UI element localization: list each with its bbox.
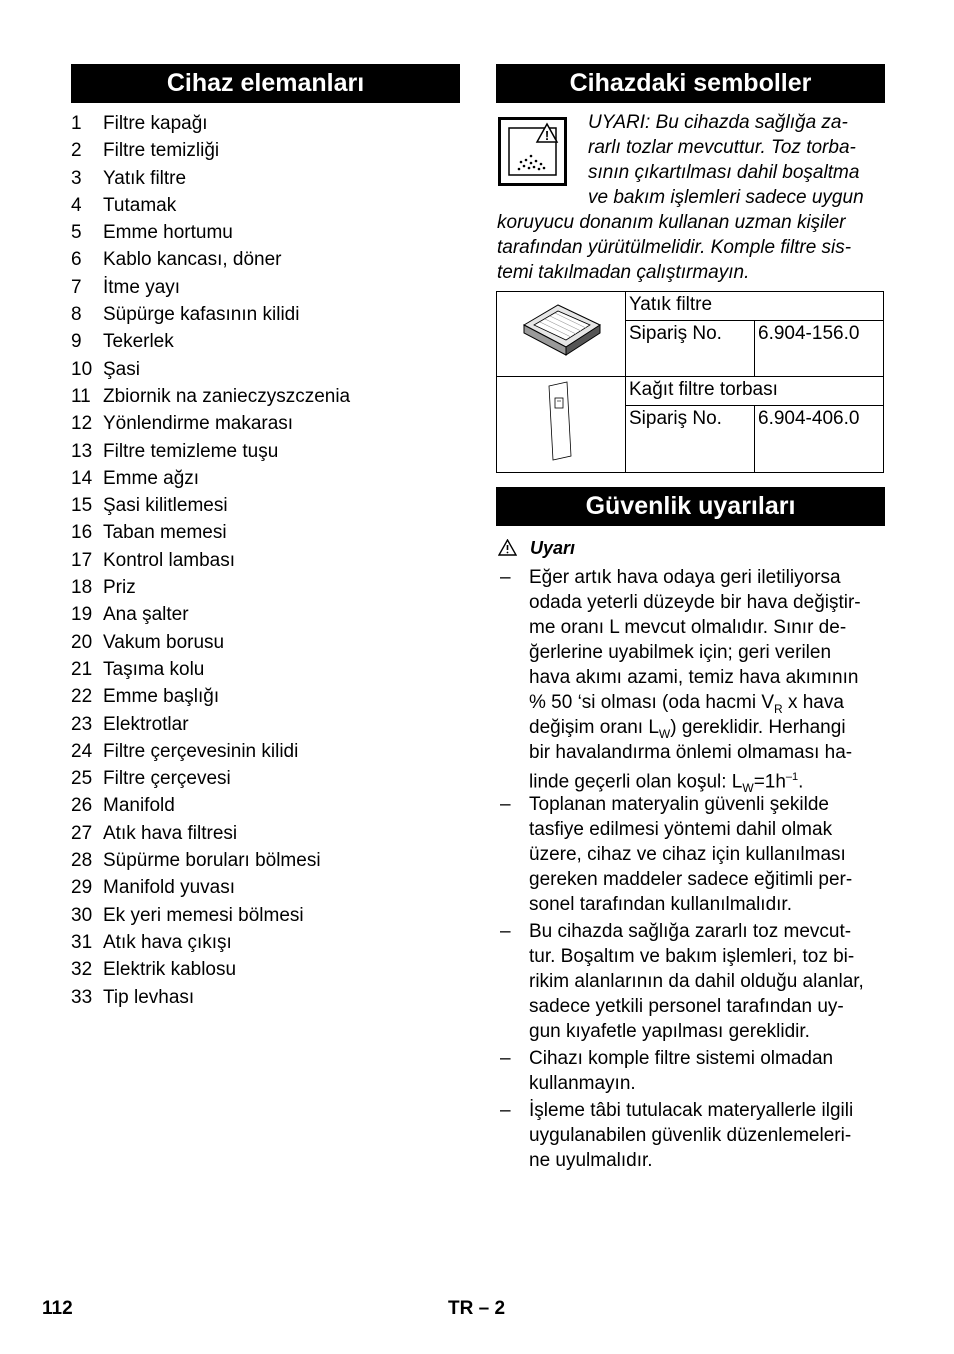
bullet-line: bir havalandırma önlemi olmaması ha- (529, 742, 853, 763)
parts-list-item (71, 956, 471, 983)
bullet-line: odada yeterli düzeyde bir hava değiştir- (529, 592, 861, 613)
parts-list-number: 18 (71, 577, 93, 599)
section-header-safety: Güvenlik uyarıları (496, 487, 885, 526)
parts-list-number: 6 (71, 249, 82, 271)
parts-list-label: Süpürme boruları bölmesi (103, 850, 321, 872)
parts-list-label: Tekerlek (103, 331, 174, 353)
bullet-4 (500, 1046, 889, 1096)
order-number: 6.904-406.0 (755, 406, 884, 473)
parts-list-number: 4 (71, 194, 82, 216)
parts-list-item (71, 601, 471, 628)
parts-list-item (71, 847, 471, 874)
parts-list-label: Priz (103, 577, 136, 599)
bullet-line: Toplanan materyalin güvenli şekilde (529, 794, 829, 815)
bullet-line: sadece yetkili personel tarafından uy- (529, 996, 844, 1017)
bullet-line: Cihazı komple filtre sistemi olmadan (529, 1048, 834, 1069)
parts-list-number: 32 (71, 959, 93, 981)
accessories-table (496, 291, 884, 473)
accessory-name: Yatık filtre (626, 292, 884, 321)
parts-list-number: 16 (71, 522, 93, 544)
parts-list-item (71, 984, 471, 1011)
parts-list-label: Yönlendirme makarası (103, 413, 294, 435)
parts-list-number: 19 (71, 604, 93, 626)
order-label: Sipariş No. (626, 406, 755, 473)
parts-list-number: 28 (71, 850, 93, 872)
parts-list-item (71, 656, 471, 683)
parts-list-number: 8 (71, 304, 82, 326)
parts-list-item (71, 711, 471, 738)
parts-list-item (71, 547, 471, 574)
parts-list-number: 13 (71, 440, 93, 462)
parts-list-label: Emme başlığı (103, 686, 220, 708)
parts-list-label: İtme yayı (103, 276, 181, 298)
parts-list-number: 2 (71, 140, 82, 162)
parts-list-item (71, 438, 471, 465)
parts-list-item (71, 874, 471, 901)
warning-label-text: Uyarı (530, 538, 576, 558)
parts-list-number: 23 (71, 713, 93, 735)
parts-list-number: 9 (71, 331, 82, 353)
safety-bullets (500, 565, 889, 1173)
bullet-line: hava akımı azami, temiz hava akımının (529, 667, 859, 688)
section-header-device-symbols: Cihazdaki semboller (496, 64, 885, 103)
parts-list-number: 27 (71, 822, 93, 844)
parts-list-number: 17 (71, 549, 93, 571)
parts-list-number: 24 (71, 740, 93, 762)
parts-list-item (71, 765, 471, 792)
parts-list-item (71, 110, 471, 137)
parts-list-item (71, 219, 471, 246)
parts-list-number: 3 (71, 167, 82, 189)
parts-list-label: Ek yeri memesi bölmesi (103, 904, 304, 926)
page-language-code: TR – 2 (448, 1298, 506, 1319)
parts-list-item (71, 929, 471, 956)
parts-list-label: Elektrik kablosu (103, 959, 237, 981)
parts-list-item (71, 301, 471, 328)
bullet-line: gun kıyafetle yapılması gereklidir. (529, 1021, 810, 1042)
bullet-line: değişim oranı $L_W$) gereklidir. Herhangi (529, 717, 846, 741)
parts-list-item (71, 137, 471, 164)
parts-list-label: Filtre temizleme tuşu (103, 440, 279, 462)
parts-list-label: Emme hortumu (103, 222, 233, 244)
bullet-line: Eğer artık hava odaya geri iletiliyorsa (529, 567, 841, 588)
parts-list-number: 7 (71, 276, 82, 298)
parts-list-number: 25 (71, 768, 93, 790)
bullet-line: İşleme tâbi tutulacak materyallerle ilgili (529, 1100, 854, 1121)
parts-list-item (71, 820, 471, 847)
parts-list-number: 31 (71, 931, 93, 953)
bullet-dash: – (500, 921, 511, 942)
parts-list-label: Emme ağzı (103, 467, 200, 489)
parts-list-number: 12 (71, 413, 93, 435)
parts-list-number: 21 (71, 658, 93, 680)
svg-text:!: ! (544, 128, 550, 143)
flat-filter-image (497, 292, 626, 377)
parts-list-number: 11 (71, 385, 91, 407)
parts-list-item (71, 492, 471, 519)
warning-label (498, 538, 575, 559)
accessory-name: Kağıt filtre torbası (626, 377, 884, 406)
bullet-dash: – (500, 794, 511, 815)
page-number: 112 (42, 1298, 73, 1319)
parts-list-number: 33 (71, 986, 93, 1008)
section-header-device-parts: Cihaz elemanları (71, 64, 460, 103)
parts-list-number: 20 (71, 631, 93, 653)
parts-list-label: Filtre temizliği (103, 140, 220, 162)
parts-list-label: Şasi (103, 358, 140, 380)
bullet-3 (500, 919, 889, 1044)
parts-list-label: Elektrotlar (103, 713, 189, 735)
bullet-5 (500, 1098, 889, 1173)
parts-list-label: Kontrol lambası (103, 549, 236, 571)
parts-list-label: Vakum borusu (103, 631, 225, 653)
parts-list-label: Filtre çerçevesinin kilidi (103, 740, 299, 762)
parts-list-number: 1 (71, 113, 82, 134)
symbol-warning-text: UYARI: Bu cihazda sağlığa za- rarlı tozlar mevcuttur. Toz torba- sının çıkartılması dahil boşaltma ve bakım işlemleri sadece uygun koruyucu donanım kullanan uzman kişiler tarafından yürütülmelidir. Komple filtre sis- temi takılmadan çalıştırmayın. (497, 112, 864, 283)
parts-list-item (71, 383, 471, 410)
flat-filter-icon (516, 295, 606, 365)
parts-list-item (71, 519, 471, 546)
parts-list-number: 10 (71, 358, 93, 380)
order-label: Sipariş No. (626, 321, 755, 377)
parts-list-item (71, 192, 471, 219)
parts-list-label: Atık hava filtresi (103, 822, 238, 844)
parts-list-item (71, 574, 471, 601)
bullet-line: rikim alanlarının da dahil olduğu alanlar, (529, 971, 864, 992)
bullet-line: ne uyulmalıdır. (529, 1150, 653, 1171)
parts-list-label: Taşıma kolu (103, 658, 205, 680)
bullet-line: Bu cihazda sağlığa zararlı toz mevcut- (529, 921, 852, 942)
bullet-line: ğerlerine uyabilmek için; geri verilen (529, 642, 832, 663)
bullet-2 (500, 792, 889, 917)
parts-list-number: 26 (71, 795, 93, 817)
parts-list-label: Manifold yuvası (103, 877, 236, 899)
paper-filter-bag-image (497, 377, 626, 473)
parts-list-item (71, 902, 471, 929)
bullet-line: me oranı L mevcut olmalıdır. Sınır de- (529, 617, 847, 638)
parts-list-number: 14 (71, 467, 93, 489)
parts-list-label: Yatık filtre (103, 167, 187, 189)
parts-list-number: 5 (71, 222, 82, 244)
bullet-dash: – (500, 1048, 511, 1069)
parts-list-label: Atık hava çıkışı (103, 931, 232, 953)
parts-list-label: Ana şalter (103, 604, 189, 626)
bullet-dash: – (500, 1100, 511, 1121)
parts-list-label: Filtre kapağı (103, 113, 208, 134)
bullet-dash: – (500, 567, 511, 588)
paper-filter-bag-icon (541, 378, 581, 463)
bullet-line: kullanmayın. (529, 1073, 636, 1094)
parts-list-label: Filtre çerçevesi (103, 768, 231, 790)
parts-list-number: 15 (71, 495, 93, 517)
parts-list-item (71, 274, 471, 301)
parts-list-item (71, 629, 471, 656)
parts-list-number: 22 (71, 686, 93, 708)
parts-list-item (71, 356, 471, 383)
parts-list-item (71, 792, 471, 819)
parts-list-item (71, 246, 471, 273)
bullet-line: linde geçerli olan koşul: $L_W=1h^{-1}$. (529, 771, 804, 796)
bullet-line: tasfiye edilmesi yöntemi dahil olmak (529, 819, 833, 840)
parts-list-label: Şasi kilitlemesi (103, 495, 228, 517)
order-number: 6.904-156.0 (755, 321, 884, 377)
parts-list-label: Zbiornik na zanieczyszczenia (103, 385, 351, 407)
device-parts-list (71, 110, 471, 1011)
bullet-1 (500, 565, 889, 796)
bullet-line: gereken maddeler sadece eğitimli per- (529, 869, 853, 890)
bullet-line: % 50 ‘si olması (oda hacmi $V_R$ x hava (529, 692, 844, 716)
parts-list-item (71, 683, 471, 710)
bullet-line: sonel tarafından kullanılmalıdır. (529, 894, 792, 915)
parts-list-item (71, 465, 471, 492)
bullet-line: tur. Boşaltım ve bakım işlemleri, toz bi- (529, 946, 855, 967)
parts-list-item (71, 165, 471, 192)
parts-list-label: Taban memesi (103, 522, 227, 544)
parts-list-label: Tip levhası (103, 986, 195, 1008)
parts-list-label: Tutamak (103, 194, 177, 216)
bullet-line: uygulanabilen güvenlik düzenlemeleri- (529, 1125, 852, 1146)
parts-list-item (71, 410, 471, 437)
parts-list-number: 30 (71, 904, 93, 926)
parts-list-label: Süpürge kafasının kilidi (103, 304, 300, 326)
parts-list-item (71, 328, 471, 355)
parts-list-label: Manifold (103, 795, 175, 817)
parts-list-label: Kablo kancası, döner (103, 249, 282, 271)
parts-list-number: 29 (71, 877, 93, 899)
warning-triangle-icon (498, 539, 517, 556)
parts-list-item (71, 738, 471, 765)
bullet-line: üzere, cihaz ve cihaz için kullanılması (529, 844, 846, 865)
